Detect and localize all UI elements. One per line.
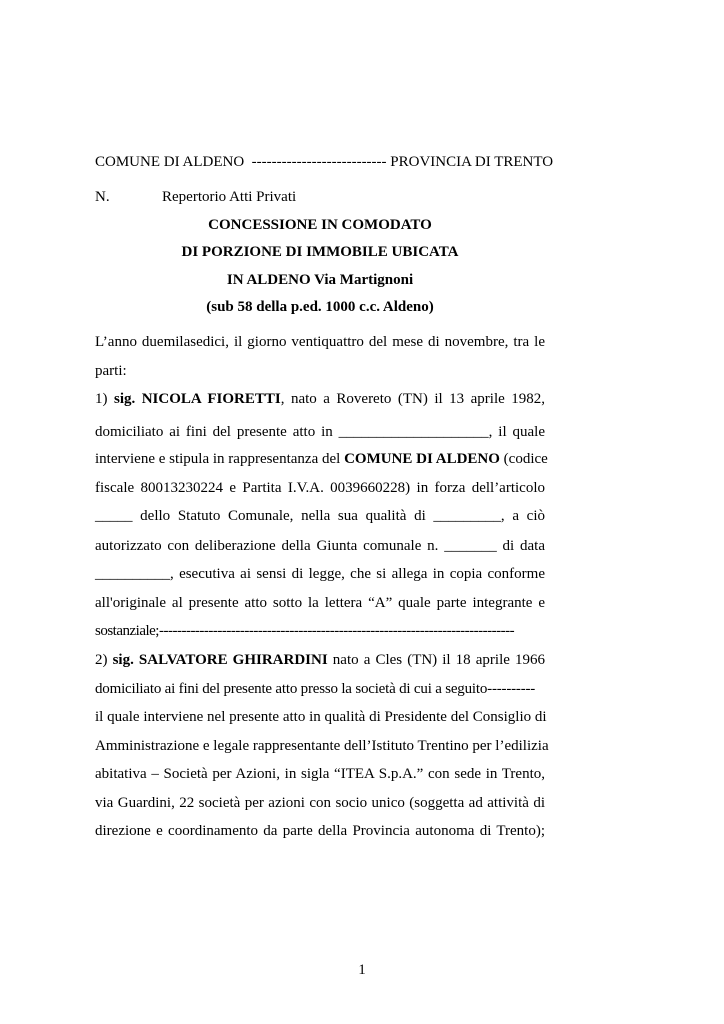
body-text: , nato a Rovereto (TN) il 13 aprile 1982, [280, 391, 545, 407]
body-line: _____ dello Statuto Comunale, nella sua qualità di _________, a ciò [95, 508, 545, 524]
body-line: parti: [95, 363, 127, 379]
header-line [95, 153, 554, 171]
body-text: interviene e stipula in rappresentanza del [95, 451, 345, 467]
body-line: Amministrazione e legale rappresentante dell’Istituto Trentino per l’edilizia [95, 738, 549, 754]
title-line-3: IN ALDENO Via Martignoni [226, 272, 414, 288]
header-dashes: --------------------------- [251, 154, 387, 170]
body-line [95, 651, 545, 669]
body-line [95, 450, 548, 468]
body-line: autorizzato con deliberazione della Giunta comunale n. _______ di data [95, 538, 545, 554]
provincia-label: PROVINCIA DI TRENTO [390, 154, 554, 170]
party-2-name: sig. SALVATORE GHIRARDINI [112, 652, 328, 668]
body-line: domiciliato ai fini del presente atto in ____________________, il quale [95, 424, 545, 440]
body-line: abitativa – Società per Azioni, in sigla “ITEA S.p.A.” con sede in Trento, [95, 766, 545, 782]
body-text: (codice [499, 451, 548, 467]
body-text: 2) [95, 652, 113, 668]
body-text: 1) [95, 391, 114, 407]
body-line: sostanziale;------------------------------------------------------------------------------- [95, 623, 515, 639]
page-number: 1 [358, 962, 366, 978]
body-line: il quale interviene nel presente atto in qualità di Presidente del Consiglio di [95, 709, 547, 725]
body-line: __________, esecutiva ai sensi di legge, che si allega in copia conforme [95, 566, 545, 582]
comune-name: COMUNE DI ALDENO [344, 451, 500, 467]
repertorio-line [95, 188, 545, 206]
body-line [95, 390, 545, 408]
title-line-2: DI PORZIONE DI IMMOBILE UBICATA [181, 244, 459, 260]
body-line: L’anno duemilasedici, il giorno ventiquattro del mese di novembre, tra le [95, 334, 545, 350]
repertorio-label: Repertorio Atti Privati [162, 189, 297, 205]
body-line: all'originale al presente atto sotto la lettera “A” quale parte integrante e [95, 595, 545, 611]
body-text: nato a Cles (TN) il 18 aprile 1966 [327, 652, 546, 668]
body-line: fiscale 80013230224 e Partita I.V.A. 0039660228) in forza dell’articolo [95, 480, 545, 496]
title-line-4: (sub 58 della p.ed. 1000 c.c. Aldeno) [206, 299, 434, 315]
party-1-name: sig. NICOLA FIORETTI [113, 391, 281, 407]
body-line: direzione e coordinamento da parte della Provincia autonoma di Trento); [95, 823, 545, 839]
repertorio-number-label: N. [95, 189, 110, 205]
body-line: domiciliato ai fini del presente atto presso la società di cui a seguito---------- [95, 681, 536, 697]
body-line: via Guardini, 22 società per azioni con socio unico (soggetta ad attività di [95, 795, 545, 811]
title-line-1: CONCESSIONE IN COMODATO [208, 217, 432, 233]
comune-label: COMUNE DI ALDENO [95, 154, 245, 170]
